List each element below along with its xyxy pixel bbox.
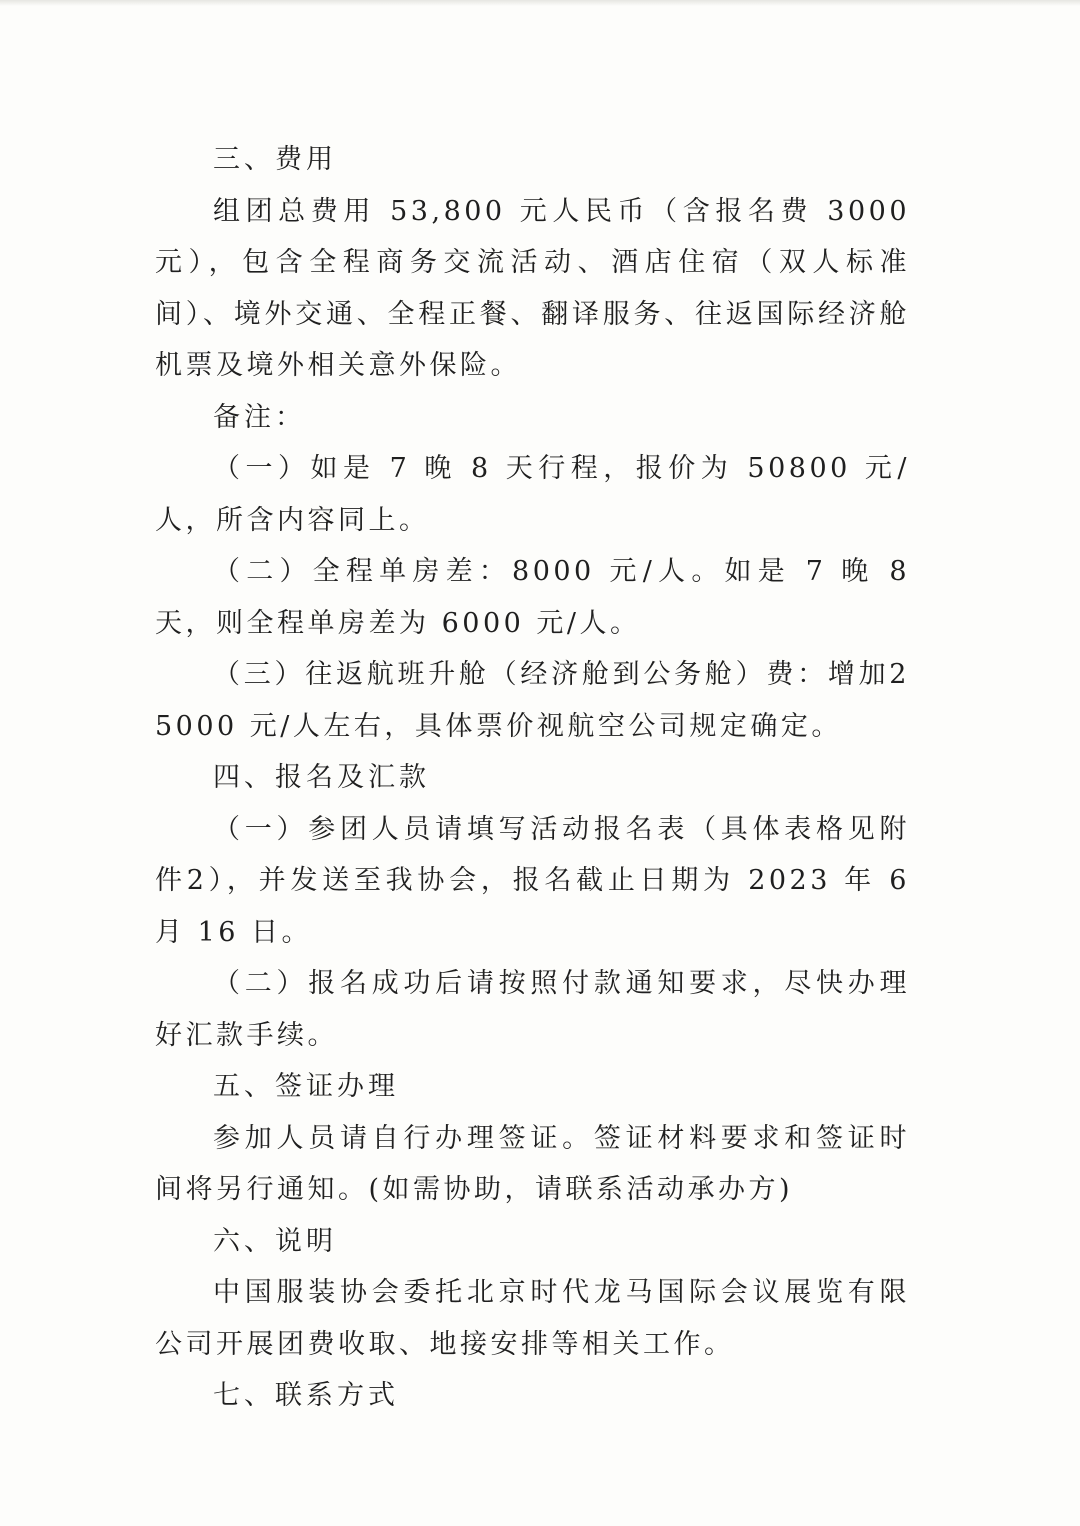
registration-item-1: （一）参团人员请填写活动报名表（具体表格见附件2），并发送至我协会，报名截止日期为 2023 年 6 月 16 日。 bbox=[155, 813, 910, 948]
section-heading-fees: 三、费用 bbox=[213, 144, 337, 175]
section-heading-contact: 七、联系方式 bbox=[213, 1380, 399, 1411]
section-heading-registration: 四、报名及汇款 bbox=[213, 762, 430, 793]
section-heading-explanation: 六、说明 bbox=[213, 1225, 337, 1257]
scan-edge bbox=[0, 0, 1080, 6]
visa-paragraph: 参加人员请自行办理签证。签证材料要求和签证时间将另行通知。(如需协助，请联系活动承办方) bbox=[155, 1122, 910, 1205]
note-item-3: （三）往返航班升舱（经济舱到公务舱）费：增加25000 元/人左右，具体票价视航空公司规定确定。 bbox=[155, 659, 910, 742]
registration-item-2: （二）报名成功后请按照付款通知要求，尽快办理好汇款手续。 bbox=[155, 968, 910, 1051]
fees-paragraph: 组团总费用 53,800 元人民币（含报名费 3000 元），包含全程商务交流活动、酒店住宿（双人标准间）、境外交通、全程正餐、翻译服务、往返国际经济舱机票及境外相关意外保险。 bbox=[155, 195, 910, 381]
document-body bbox=[155, 134, 910, 1422]
section-heading-visa: 五、签证办理 bbox=[213, 1071, 399, 1102]
explanation-paragraph: 中国服装协会委托北京时代龙马国际会议展览有限公司开展团费收取、地接安排等相关工作。 bbox=[155, 1277, 910, 1360]
notes-heading: 备注： bbox=[213, 401, 306, 433]
note-item-1: （一）如是 7 晚 8 天行程，报价为 50800 元/人，所含内容同上。 bbox=[155, 453, 910, 536]
note-item-2: （二）全程单房差：8000 元/人。如是 7 晚 8 天，则全程单房差为 6000 元/人。 bbox=[155, 556, 910, 639]
